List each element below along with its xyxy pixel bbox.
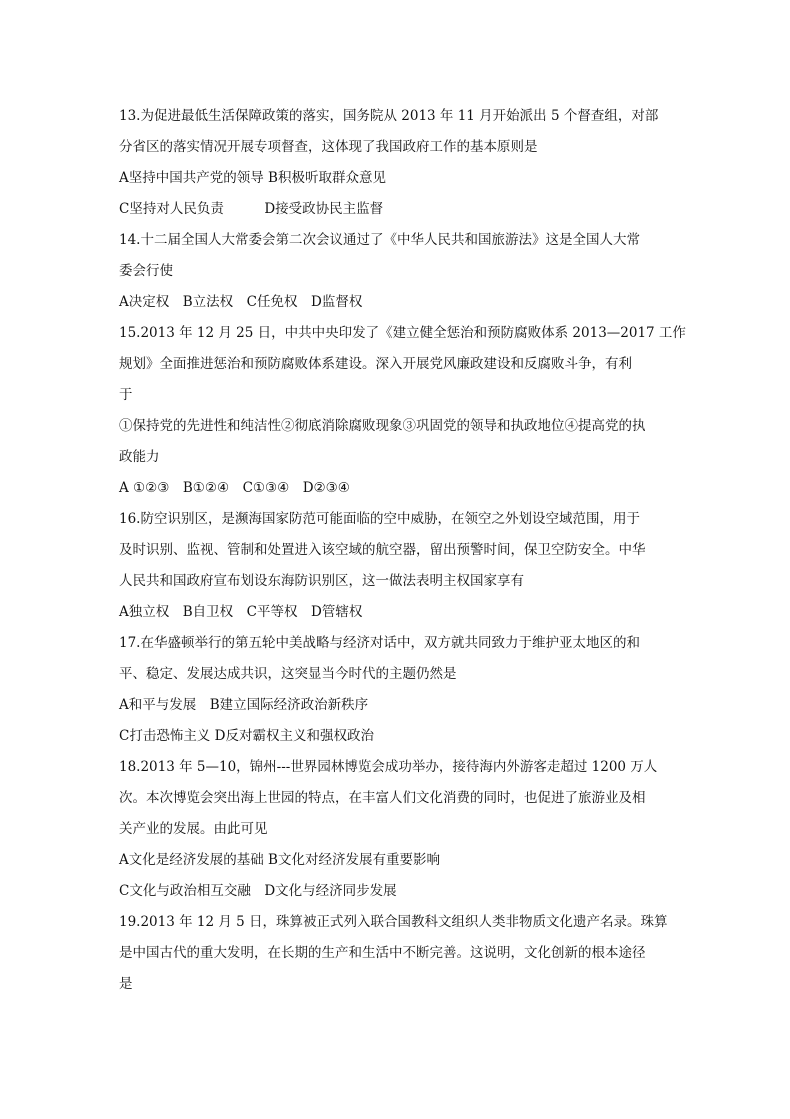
text-line: 于 bbox=[119, 387, 133, 403]
text-line: 18.2013 年 5—10，锦州---世界园林博览会成功举办，接待海内外游客走超过 1200 万人 bbox=[119, 759, 658, 775]
text-line: A独立权 B自卫权 C平等权 D管辖权 bbox=[119, 604, 363, 620]
text-line: ①保持党的先进性和纯洁性②彻底消除腐败现象③巩固党的领导和执政地位④提高党的执 bbox=[119, 418, 646, 434]
text-line: 及时识别、监视、管制和处置进入该空域的航空器，留出预警时间，保卫空防安全。中华 bbox=[119, 542, 646, 558]
text-line: A和平与发展 B建立国际经济政治新秩序 bbox=[119, 697, 369, 713]
text-line: 15.2013 年 12 月 25 日，中共中央印发了《建立健全惩治和预防腐败体系 2013—2017 工作 bbox=[119, 325, 686, 341]
text-line: 16.防空识别区，是濒海国家防范可能面临的空中威胁，在领空之外划设空域范围，用于 bbox=[119, 511, 640, 527]
text-line: C坚持对人民负责 D接受政协民主监督 bbox=[119, 201, 384, 217]
text-line: 14.十二届全国人大常委会第二次会议通过了《中华人民共和国旅游法》这是全国人大常 bbox=[119, 232, 640, 248]
text-line: 政能力 bbox=[119, 449, 160, 465]
text-line: A决定权 B立法权 C任免权 D监督权 bbox=[119, 294, 363, 310]
text-line: 是中国古代的重大发明，在长期的生产和生活中不断完善。这说明，文化创新的根本途径 bbox=[119, 945, 646, 961]
text-line: C文化与政治相互交融 D文化与经济同步发展 bbox=[119, 883, 397, 899]
text-line: 19.2013 年 12 月 5 日，珠算被正式列入联合国教科文组织人类非物质文化遗产名录。珠算 bbox=[119, 914, 668, 930]
text-line: A文化是经济发展的基础 B文化对经济发展有重要影响 bbox=[119, 852, 440, 868]
text-line: A ①②③ B①②④ C①③④ D②③④ bbox=[119, 480, 350, 496]
text-line: 次。本次博览会突出海上世园的特点，在丰富人们文化消费的同时，也促进了旅游业及相 bbox=[119, 790, 646, 806]
text-line: C打击恐怖主义 D反对霸权主义和强权政治 bbox=[119, 728, 374, 744]
text-line: A坚持中国共产党的领导 B积极听取群众意见 bbox=[119, 170, 386, 186]
text-line: 17.在华盛顿举行的第五轮中美战略与经济对话中，双方就共同致力于维护亚太地区的和 bbox=[119, 635, 640, 651]
text-line: 平、稳定、发展达成共识，这突显当今时代的主题仍然是 bbox=[119, 666, 457, 682]
text-line: 分省区的落实情况开展专项督查，这体现了我国政府工作的基本原则是 bbox=[119, 139, 538, 155]
text-line: 13.为促进最低生活保障政策的落实，国务院从 2013 年 11 月开始派出 5 个督查组，对部 bbox=[119, 108, 659, 124]
text-line: 是 bbox=[119, 976, 133, 992]
text-line: 人民共和国政府宣布划设东海防识别区，这一做法表明主权国家享有 bbox=[119, 573, 524, 589]
text-line: 关产业的发展。由此可见 bbox=[119, 821, 268, 837]
text-line: 委会行使 bbox=[119, 263, 173, 279]
text-line: 规划》全面推进惩治和预防腐败体系建设。深入开展党风廉政建设和反腐败斗争，有利 bbox=[119, 356, 632, 372]
